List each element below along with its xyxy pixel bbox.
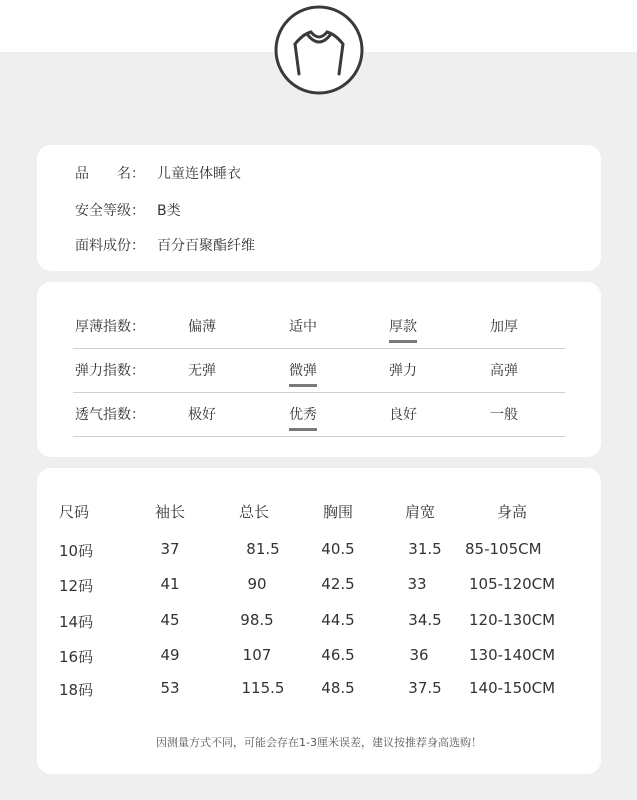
cell-height: 140-150CM	[469, 679, 556, 697]
cell-length: 115.5	[241, 679, 285, 697]
product-name-row	[75, 163, 241, 183]
header-sleeve: 袖长	[154, 503, 185, 521]
cell-shoulder: 36	[409, 646, 429, 664]
elasticity-index-row	[73, 356, 565, 393]
header-length: 总长	[238, 503, 269, 521]
selected-underline	[389, 340, 417, 343]
index-option: 高弹	[490, 363, 518, 379]
selected-underline	[289, 384, 317, 387]
cell-size: 18码	[59, 681, 94, 699]
breathability-index-row	[73, 400, 565, 437]
index-option: 弹力	[389, 363, 417, 379]
measurement-note: 因测量方式不同，可能会存在1-3厘米误差，建议按推荐身高选购！	[156, 736, 482, 749]
cell-size: 14码	[59, 613, 94, 631]
safety-level-row	[75, 200, 181, 220]
cell-shoulder: 33	[407, 575, 427, 593]
selected-underline	[289, 428, 317, 431]
thickness-index-row	[73, 312, 565, 349]
cell-chest: 42.5	[321, 575, 355, 593]
index-option: 一般	[490, 407, 518, 423]
cell-length: 107	[242, 646, 272, 664]
cell-chest: 46.5	[321, 646, 355, 664]
product-name-label: 品 名：	[75, 166, 145, 182]
index-option: 无弹	[188, 363, 216, 379]
cell-shoulder: 37.5	[408, 679, 442, 697]
cell-length: 81.5	[246, 540, 280, 558]
cell-shoulder: 34.5	[408, 611, 442, 629]
fabric-label: 面料成份：	[75, 238, 145, 254]
header-height: 身高	[496, 503, 527, 521]
product-name-value: 儿童连体睡衣	[157, 166, 241, 182]
cell-sleeve: 37	[160, 540, 180, 558]
cell-size: 16码	[59, 648, 94, 666]
fabric-row	[75, 235, 255, 255]
cell-chest: 40.5	[321, 540, 355, 558]
index-option-selected: 优秀	[289, 404, 317, 431]
cell-chest: 44.5	[321, 611, 355, 629]
cell-size: 10码	[59, 542, 94, 560]
cell-length: 98.5	[240, 611, 274, 629]
index-option: 良好	[389, 407, 417, 423]
index-option: 极好	[188, 407, 216, 423]
header-shoulder: 肩宽	[404, 503, 435, 521]
cell-height: 130-140CM	[469, 646, 556, 664]
cell-sleeve: 45	[160, 611, 180, 629]
indices-card	[37, 282, 601, 457]
index-option: 加厚	[490, 319, 518, 335]
cell-height: 120-130CM	[469, 611, 556, 629]
cell-height: 85-105CM	[465, 540, 542, 558]
elasticity-index-label: 弹力指数：	[75, 363, 145, 379]
breathability-index-label: 透气指数：	[75, 407, 145, 423]
tshirt-neck-icon	[273, 4, 365, 96]
cell-sleeve: 49	[160, 646, 180, 664]
cell-length: 90	[247, 575, 267, 593]
index-option-selected: 微弹	[289, 360, 317, 387]
cell-shoulder: 31.5	[408, 540, 442, 558]
header-size: 尺码	[59, 503, 90, 521]
index-option: 适中	[289, 319, 317, 335]
index-option-selected: 厚款	[389, 316, 417, 343]
safety-level-value: B类	[157, 203, 181, 219]
product-info-card	[37, 145, 601, 271]
cell-size: 12码	[59, 577, 94, 595]
fabric-value: 百分百聚酯纤维	[157, 238, 255, 254]
cell-height: 105-120CM	[469, 575, 556, 593]
size-table-card	[37, 468, 601, 774]
cell-sleeve: 53	[160, 679, 180, 697]
header-chest: 胸围	[322, 503, 353, 521]
index-option: 偏薄	[188, 319, 216, 335]
thickness-index-label: 厚薄指数：	[75, 319, 145, 335]
cell-sleeve: 41	[160, 575, 180, 593]
safety-level-label: 安全等级：	[75, 203, 145, 219]
cell-chest: 48.5	[321, 679, 355, 697]
